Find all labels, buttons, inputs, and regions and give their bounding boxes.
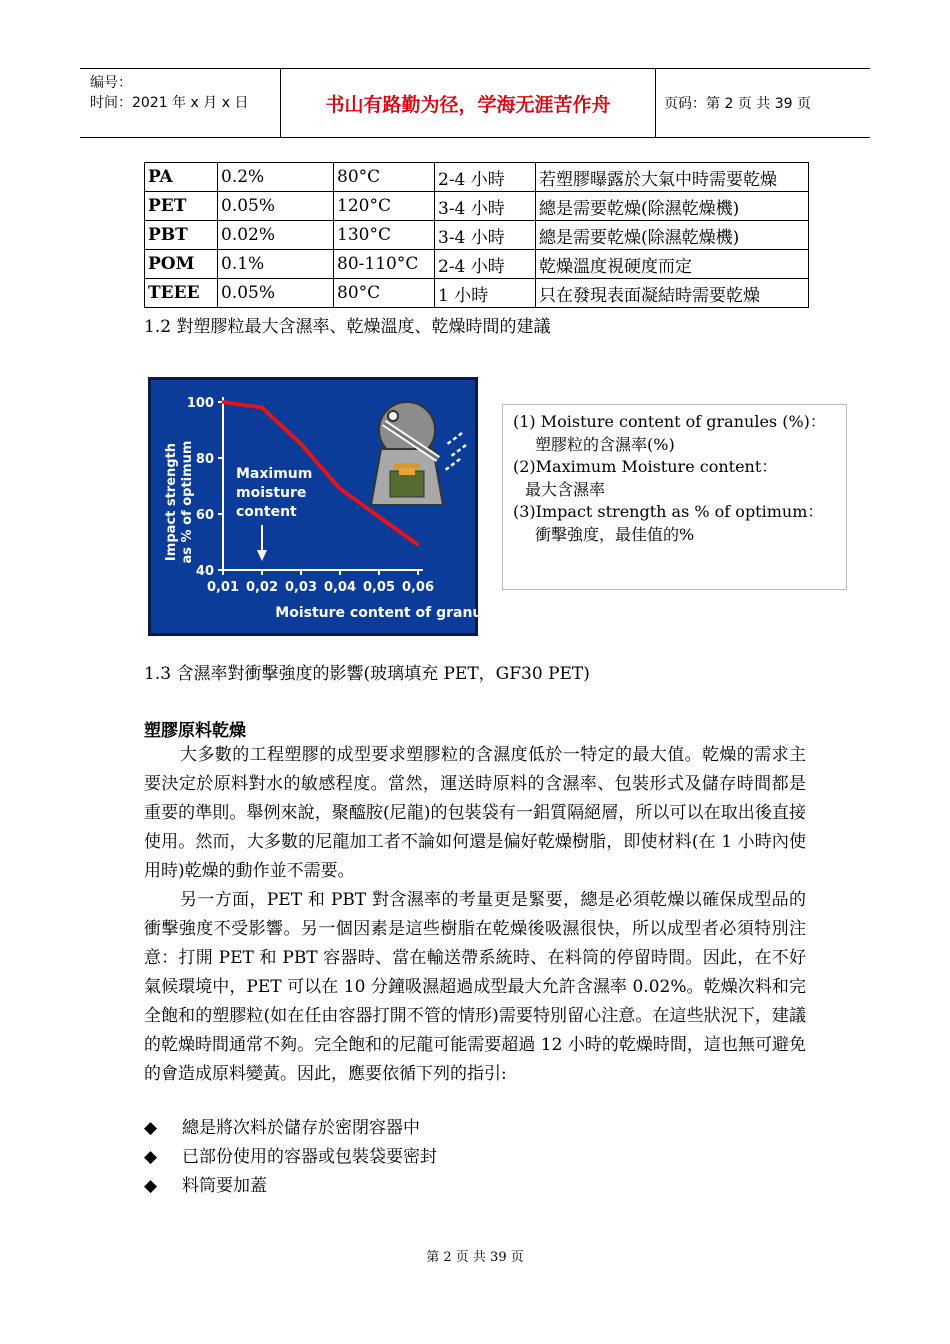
table-cell: 2-4 小時 (435, 163, 536, 192)
table-row (145, 163, 809, 192)
table-row (145, 279, 809, 308)
impact-strength-chart (148, 377, 537, 636)
chart-annotation-line1: Maximum (236, 466, 313, 482)
table-cell: 130°C (334, 221, 435, 250)
dryer-hopper-icon (371, 402, 443, 505)
table-cell: 總是需要乾燥(除濕乾燥機) (536, 192, 809, 221)
chart-y-label-line1: Impact strength (164, 442, 179, 562)
table-row (145, 221, 809, 250)
header-meta (90, 73, 248, 113)
table-cell: 120°C (334, 192, 435, 221)
table-cell: 80°C (334, 163, 435, 192)
legend-line: (2)Maximum Moisture content： (513, 457, 778, 476)
table-cell: 0.1% (218, 250, 334, 279)
bullet-item (144, 1143, 437, 1172)
table-cell: 0.05% (218, 279, 334, 308)
chart-y-tick-label: 60 (195, 508, 214, 523)
chart-x-label: Moisture content of granules (%) (275, 605, 537, 621)
chart-x-tick-label: 0,05 (362, 580, 396, 595)
table-cell: 0.02% (218, 221, 334, 250)
chart-annotation-line2: moisture (236, 485, 307, 501)
chart-y-tick-label: 100 (186, 396, 214, 411)
bullet-item (144, 1172, 267, 1201)
table-cell: 80-110°C (334, 250, 435, 279)
chart-x-tick-label: 0,03 (284, 580, 318, 595)
chart-point (339, 487, 342, 490)
page-header (80, 68, 870, 138)
legend-line: 塑膠粒的含濕率(%) (535, 434, 675, 454)
table-cell: 3-4 小時 (435, 192, 536, 221)
chart-point (378, 515, 381, 518)
section-title: 塑膠原料乾燥 (144, 721, 246, 741)
bullet-text: 已部份使用的容器或包裝袋要密封 (182, 1147, 437, 1167)
diamond-bullet-icon: ◆ (144, 1176, 158, 1196)
table-cell: 總是需要乾燥(除濕乾燥機) (536, 221, 809, 250)
legend-line: 衝擊強度，最佳值的% (535, 524, 695, 544)
table-cell: 只在發現表面凝結時需要乾燥 (536, 279, 809, 308)
table-cell: POM (145, 250, 218, 279)
header-motto: 书山有路勤为径，学海无涯苦作舟 (280, 69, 656, 137)
table-cell: 若塑膠曝露於大氣中時需要乾燥 (536, 163, 809, 192)
paragraph: 大多數的工程塑膠的成型要求塑膠粒的含濕度低於一特定的最大值。乾燥的需求主要決定於原料對水的敏感程度。當然，運送時原料的含濕率、包裝形式及儲存時間都是重要的準則。舉例來說，聚醯胺(尼龍)的包裝袋有一鋁質隔絕層，所以可以在取出後直接使用。然而，大多數的尼龍加工者不論如何還是偏好乾燥樹脂，即使材料(在 1 小時內使用時)乾燥的動作並不需要。 (144, 745, 806, 881)
table-cell: PBT (145, 221, 218, 250)
chart-x-tick-label: 0,06 (401, 580, 435, 595)
chart-y-tick-label: 80 (195, 452, 214, 467)
header-page-info: 页码：第 2 页 共 39 页 (664, 96, 811, 112)
chart-annotation-line3: content (236, 504, 297, 520)
chart-point (222, 401, 225, 404)
diamond-bullet-icon: ◆ (144, 1118, 158, 1138)
table-row (145, 250, 809, 279)
table-cell: 乾燥溫度視硬度而定 (536, 250, 809, 279)
bullet-text: 總是將次料於儲存於密閉容器中 (182, 1118, 420, 1138)
chart-point (300, 443, 303, 446)
table-cell: 3-4 小時 (435, 221, 536, 250)
drying-table (144, 162, 809, 308)
doc-number-label: 编号： (90, 75, 132, 91)
chart-point (261, 406, 264, 409)
doc-date-label: 时间：2021 年 x 月 x 日 (90, 95, 249, 111)
table-cell: 80°C (334, 279, 435, 308)
table-cell: 2-4 小時 (435, 250, 536, 279)
diamond-bullet-icon: ◆ (144, 1147, 158, 1167)
table-cell: TEEE (145, 279, 218, 308)
table-row (145, 192, 809, 221)
chart-svg (148, 377, 537, 636)
chart-y-tick-label: 40 (195, 564, 214, 579)
bullet-item (144, 1114, 420, 1143)
page-footer: 第 2 页 共 39 页 (426, 1250, 524, 1265)
table-caption: 1.2 對塑膠粒最大含濕率、乾燥溫度、乾燥時間的建議 (144, 317, 551, 337)
table-cell: 1 小時 (435, 279, 536, 308)
table-cell: PET (145, 192, 218, 221)
chart-y-label-line2: as % of optimum (180, 440, 195, 564)
chart-point (417, 543, 420, 546)
chart-legend-box (502, 404, 847, 590)
chart-caption: 1.3 含濕率對衝擊強度的影響(玻璃填充 PET，GF30 PET) (144, 664, 590, 684)
bullet-text: 料筒要加蓋 (182, 1176, 267, 1196)
legend-line: (3)Impact strength as % of optimum： (513, 502, 824, 521)
table-cell: 0.05% (218, 192, 334, 221)
chart-x-tick-label: 0,04 (323, 580, 357, 595)
legend-line: 最大含濕率 (525, 479, 606, 499)
legend-line: (1) Moisture content of granules (%)： (513, 412, 826, 431)
chart-x-tick-label: 0,02 (245, 580, 279, 595)
table-cell: PA (145, 163, 218, 192)
chart-x-tick-label: 0,01 (206, 580, 240, 595)
table-cell: 0.2% (218, 163, 334, 192)
paragraph: 另一方面，PET 和 PBT 對含濕率的考量更是緊要，總是必須乾燥以確保成型品的衝擊強度不受影響。另一個因素是這些樹脂在乾燥後吸濕很快，所以成型者必須特別注意：打開 PET 和 PBT 容器時、當在輸送帶系統時、在料筒的停留時間。因此，在不好氣候環境中，PET 可以在 10 分鐘吸濕超過成型最大允許含濕率 0.02%。乾燥次料和完全飽和的塑膠粒(如在任由容器打開不管的情形)需要特別留心注意。在這些狀況下，建議的乾燥時間通常不夠。完全飽和的尼龍可能需要超過 12 小時的乾燥時間，這也無可避免的會造成原料變黃。因此，應要依循下列的指引: (144, 890, 806, 1084)
